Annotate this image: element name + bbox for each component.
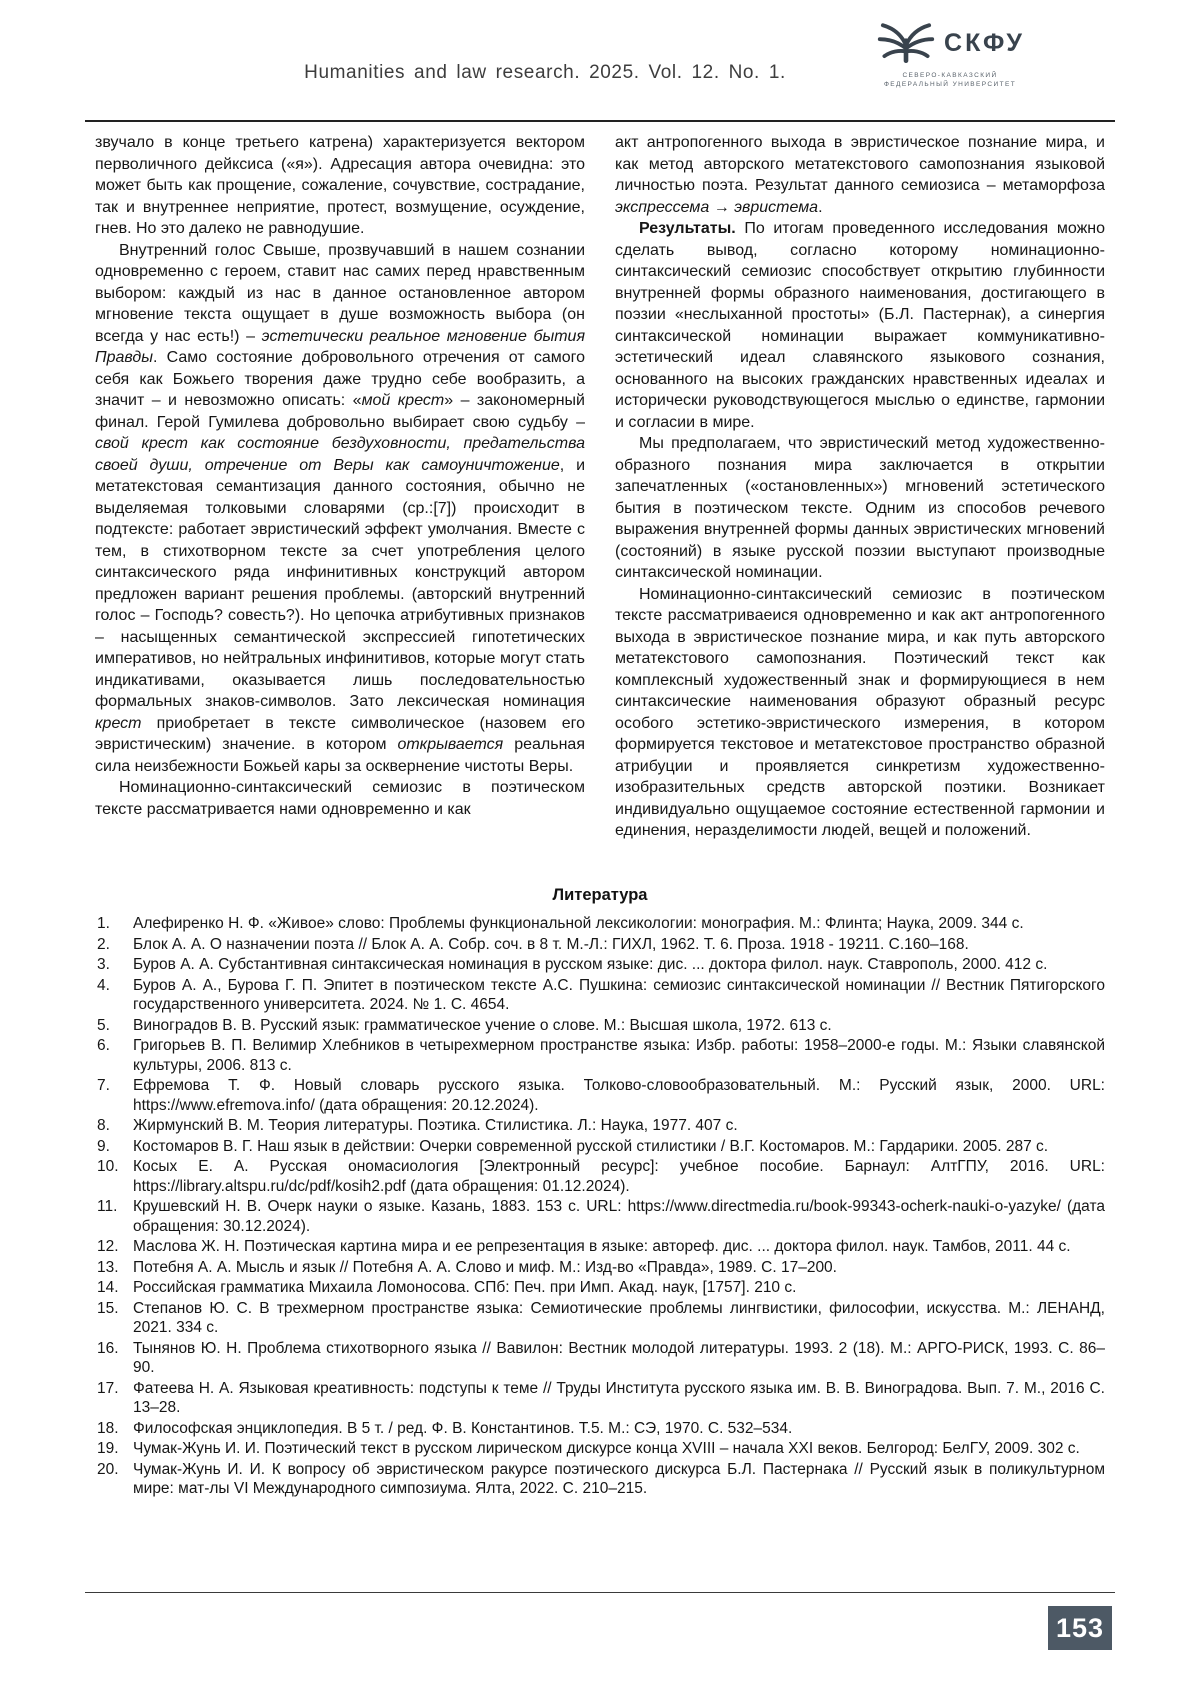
reference-text: Философская энциклопедия. В 5 т. / ред. Ф. В. Константинов. Т.5. М.: СЭ, 1970. С. 532–534. [133, 1419, 793, 1437]
logo-caption-line2: ФЕДЕРАЛЬНЫЙ УНИВЕРСИТЕТ [883, 80, 1017, 88]
reference-item [95, 1439, 1105, 1459]
reference-text: Степанов Ю. С. В трехмерном пространстве языка: Семиотические проблемы лингвистики, философии, искусства. М.: ЛЕНАНД, 2021. 334 с. [133, 1299, 1105, 1336]
reference-text: Блок А. А. О назначении поэта // Блок А. А. Собр. соч. в 8 т. М.-Л.: ГИХЛ, 1962. Т. 6. Проза. 1918 - 19211. С.160–168. [133, 935, 969, 953]
reference-item [95, 1278, 1105, 1298]
reference-number: 19. [97, 1440, 119, 1457]
right-column [615, 132, 1105, 842]
reference-number: 16. [97, 1339, 119, 1357]
reference-text: Жирмунский В. М. Теория литературы. Поэтика. Стилистика. Л.: Наука, 1977. 407 с. [133, 1117, 738, 1134]
logo-row [860, 16, 1040, 70]
reference-number: 4. [97, 976, 110, 994]
reference-number: 12. [97, 1238, 119, 1255]
reference-item [95, 955, 1105, 975]
paragraph: акт антропогенного выхода в эвристическое познание мира, и как метод авторского метатекстового самопознания языковой личностью поэта. Результат данного семиозиса – метаморфоза экспрессема → эвристема. [615, 134, 1105, 216]
reference-item [95, 1197, 1105, 1236]
reference-text: Тынянов Ю. Н. Проблема стихотворного языка // Вавилон: Вестник молодой литературы. 1993. 2 (18). М.: АРГО-РИСК, 1993. С. 86–90. [133, 1339, 1105, 1376]
logo-acronym: СКФУ [944, 28, 1025, 57]
reference-text: Григорьев В. П. Велимир Хлебников в четырехмерном пространстве языка: Избр. работы: 1958–2000-е годы. М.: Языки славянской культуры, 2006. 813 с. [133, 1037, 1105, 1074]
eagle-logo-icon [875, 16, 937, 70]
reference-number: 20. [97, 1460, 119, 1478]
university-logo [860, 16, 1040, 89]
reference-text: Фатеева Н. А. Языковая креативность: подступы к теме // Труды Института русского языка им. В. В. Виноградова. Вып. 7. М., 2016 С. 13–28. [133, 1379, 1105, 1416]
reference-item [95, 1116, 1105, 1136]
reference-number: 8. [97, 1117, 110, 1134]
reference-text: Потебня А. А. Мысль и язык // Потебня А. А. Слово и миф. М.: Изд-во «Правда», 1989. С. 17–200. [133, 1258, 837, 1276]
reference-number: 9. [97, 1137, 110, 1155]
header-divider [85, 120, 1115, 122]
footer-divider [85, 1592, 1115, 1593]
reference-text: Крушевский Н. В. Очерк науки о языке. Казань, 1883. 153 с. URL: https://www.directmedia.ru/book-99343-ocherk-nauki-o-yazyke/ (дата обращения: 30.12.2024). [133, 1198, 1105, 1235]
reference-number: 1. [97, 915, 110, 932]
reference-number: 5. [97, 1016, 110, 1034]
reference-item [95, 1237, 1105, 1257]
references-heading: Литература [552, 886, 648, 904]
logo-caption [860, 72, 1040, 89]
paragraph: Мы предполагаем, что эвристический метод художественно-образного познания мира заключается в открытии запечатленных («остановленных») мгновений эстетического бытия в поэтическом тексте. Одним из способов речевого выражения внутренней формы данных эвристических мгновений (состояний) в языке русской поэзии выступают производные синтаксической номинации. [615, 435, 1105, 581]
reference-number: 17. [97, 1379, 119, 1397]
reference-item [95, 1379, 1105, 1418]
reference-text: Буров А. А. Субстантивная синтаксическая номинация в русском языке: дис. ... доктора филол. наук. Ставрополь, 2000. 412 с. [133, 956, 1048, 973]
references-list [95, 914, 1105, 1499]
left-column [95, 132, 585, 842]
reference-text: Ефремова Т. Ф. Новый словарь русского языка. Толково-словообразовательный. М.: Русский язык, 2000. URL: https://www.efremova.info/ (дата обращения: 20.12.2024). [133, 1077, 1105, 1114]
reference-number: 7. [97, 1077, 110, 1094]
reference-text: Чумак-Жунь И. И. Поэтический текст в русском лирическом дискурсе конца XVIII – начала XXI веков. Белгород: БелГУ, 2009. 302 с. [133, 1440, 1080, 1457]
paragraph: звучало в конце третьего катрена) характеризуется вектором перволичного дейксиса («я»). Адресация автора очевидна: это может быть как прощение, сожаление, сочувствие, сострадание, так и внутреннее неприятие, протест, возмущение, осуждение, гнев. Но это далеко не равнодушие. [95, 134, 585, 237]
reference-text: Алефиренко Н. Ф. «Живое» слово: Проблемы функциональной лексикологии: монография. М.: Флинта; Наука, 2009. 344 с. [133, 915, 1024, 932]
reference-text: Российская грамматика Михаила Ломоносова. СПб: Печ. при Имп. Акад. наук, [1757]. 210 с. [133, 1279, 797, 1296]
reference-text: Виноградов В. В. Русский язык: грамматическое учение о слове. М.: Высшая школа, 1972. 613 с. [133, 1016, 832, 1034]
reference-item [95, 1157, 1105, 1196]
journal-header-title: Humanities and law research. 2025. Vol. 12. No. 1. [304, 62, 786, 83]
reference-number: 3. [97, 956, 110, 973]
paragraph: Внутренний голос Свыше, прозвучавший в нашем сознании одновременно с героем, ставит нас самих перед нравственным выбором: каждый из нас в данное остановленное автором мгновение текста ощущает в душе возможность выбора (он всегда у нас есть!) – эстетически реальное мгновение бытия Правды. Само состояние добровольного отречения от самого себя как Божьего творения даже трудно себе вообразить, а значит – и невозможно описать: «мой крест» – закономерный финал. Герой Гумилева добровольно выбирает свою судьбу – свой крест как состояние бездуховности, предательства своей души, отречение от Веры как самоуничтожение, и метатекстовая семантизация данного состояния, обычно не выделяемая толковыми словарями (ср.:[7]) происходит в подтексте: работает эвристический эффект умолчания. Вместе с тем, в стихотворном тексте за счет употребления целого синтаксического ряда инфинитивных конструкций автором предложен вариант решения проблемы. (авторский внутренний голос – Господь? совесть?). Но цепочка атрибутивных признаков – насыщенных семантической экспрессией гипотетических императивов, но нейтральных инфинитивов, которые могут стать индикативами, оказывается лишь последовательностью формальных знаков-символов. Зато лексическая номинация крест приобретает в тексте символическое (назовем его эвристическим) значение. в котором открывается реальная сила неизбежности Божьей кары за осквернение чистоты Веры. [95, 241, 586, 775]
reference-number: 15. [97, 1299, 119, 1317]
reference-item [95, 976, 1105, 1015]
reference-item [95, 1258, 1105, 1278]
reference-text: Буров А. А., Бурова Г. П. Эпитет в поэтическом тексте А.С. Пушкина: семиозис синтаксической номинации // Вестник Пятигорского государственного университета. 2024. № 1. С. 4654. [133, 976, 1105, 1013]
reference-item [95, 1339, 1105, 1378]
reference-item [95, 1419, 1105, 1439]
reference-number: 2. [97, 935, 110, 953]
reference-item [95, 914, 1105, 934]
reference-item [95, 1299, 1105, 1338]
reference-text: Костомаров В. Г. Наш язык в действии: Очерки современной русской стилистики / В.Г. Костомаров. М.: Гардарики. 2005. 287 с. [133, 1137, 1049, 1155]
reference-number: 11. [97, 1198, 118, 1215]
reference-item [95, 1016, 1105, 1036]
reference-item [95, 1137, 1105, 1157]
logo-caption-line1: СЕВЕРО-КАВКАЗСКИЙ [902, 72, 998, 79]
paragraph: Номинационно-синтаксический семиозис в поэтическом тексте рассматриваеися одновременно и как акт антропогенного выхода в эвристическое познание мира, и как путь авторского метатекстового самопознания. Поэтический текст как комплексный художественный знак и формирующиеся в нем синтаксические наименования образуют образный ресурс особого эстетико-эвристического измерения, в котором формируется текстовое и метатекстовое пространство образной атрибуции и проявляется синкретизм художественно-изобразительных средств авторской поэтики. Возникает индивидуально ощущаемое состояние естественной гармонии и единения, неразделимости людей, вещей и положений. [615, 585, 1105, 839]
page-number-badge: 153 [1048, 1606, 1112, 1650]
paragraph: Результаты. По итогам проведенного исследования можно сделать вывод, согласно которому номинационно-синтаксический семиозис способствует открытию глубинности внутренней формы образного наименования, достигающего в поэзии «неслыханной простоты» (Б.Л. Пастернак), а синергия синтаксической номинации выражает коммуникативно-эстетический идеал славянского языкового сознания, основанного на высоких гражданских нравственных идеалах и исторически руководствующегося мыслью о единстве, гармонии и согласии в мире. [615, 220, 1105, 431]
reference-number: 14. [97, 1279, 119, 1296]
reference-number: 18. [97, 1419, 119, 1437]
reference-text: Чумак-Жунь И. И. К вопросу об эвристическом ракурсе поэтического дискурса Б.Л. Пастернака // Русский язык в поликультурном мире: мат-лы VI Международного симпозиума. Ялта, 2022. С. 210–215. [133, 1460, 1105, 1497]
reference-text: Косых Е. А. Русская ономасиология [Электронный ресурс]: учебное пособие. Барнаул: АлтГПУ, 2016. URL: https://library.altspu.ru/dc/pdf/kosih2.pdf (дата обращения: 01.12.2024). [133, 1158, 1105, 1195]
reference-item [95, 1460, 1105, 1499]
references-section [95, 886, 1105, 1500]
reference-number: 13. [97, 1258, 119, 1276]
reference-item [95, 935, 1105, 955]
reference-number: 6. [97, 1037, 110, 1054]
reference-text: Маслова Ж. Н. Поэтическая картина мира и ее репрезентация в языке: автореф. дис. ... доктора филол. наук. Тамбов, 2011. 44 с. [133, 1238, 1071, 1255]
reference-item [95, 1076, 1105, 1115]
reference-item [95, 1036, 1105, 1075]
reference-number: 10. [97, 1158, 119, 1175]
article-body [95, 132, 1105, 842]
paragraph: Номинационно-синтаксический семиозис в поэтическом тексте рассматривается нами одновременно и как [95, 779, 585, 818]
